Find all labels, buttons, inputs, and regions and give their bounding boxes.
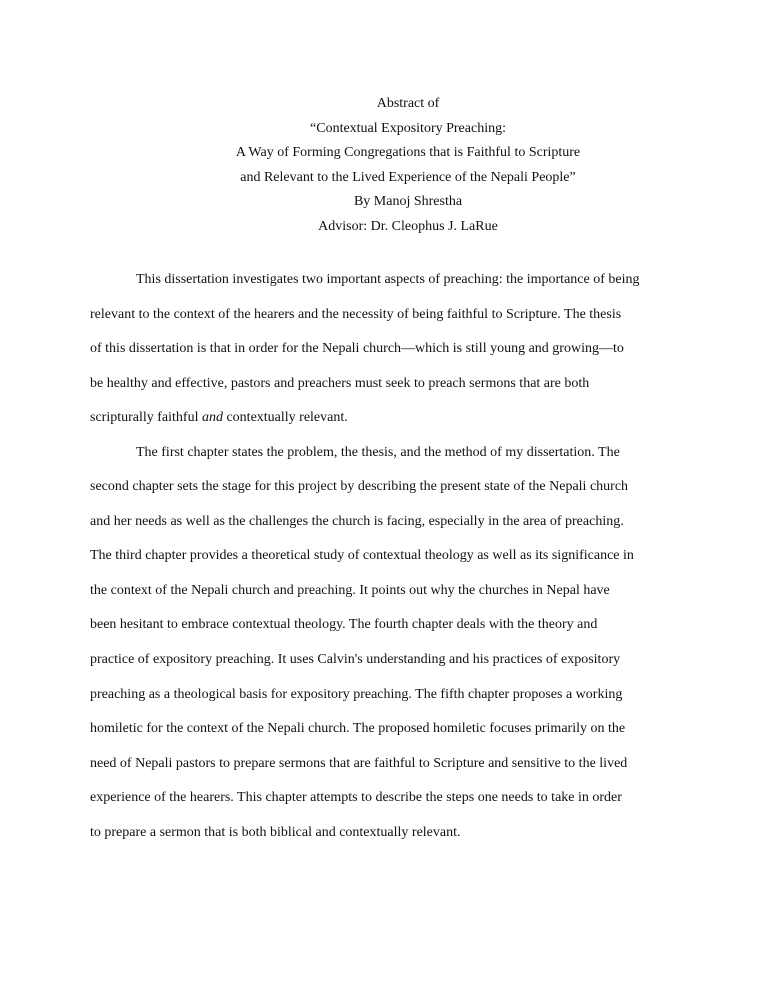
body-line: relevant to the context of the hearers and the necessity of being faithful to Scripture. The thesis — [90, 306, 622, 322]
body-line: preaching as a theological basis for expository preaching. The fifth chapter proposes a working — [90, 686, 623, 702]
body-text: contextually relevant. — [222, 410, 348, 426]
paragraph-2 — [90, 436, 670, 851]
body-line: second chapter sets the stage for this project by describing the present state of the Nepali church — [90, 479, 629, 495]
paragraph-1 — [90, 263, 670, 436]
body-text: scripturally faithful — [90, 410, 202, 426]
author-line: By Manoj Shrestha — [353, 194, 463, 210]
body-line: experience of the hearers. This chapter attempts to describe the steps one needs to take in order — [90, 790, 622, 806]
abstract-title-block — [70, 92, 746, 240]
dissertation-title-line-2: A Way of Forming Congregations that is Faithful to Scripture — [235, 145, 581, 161]
body-line: practice of expository preaching. It uses Calvin's understanding and his practices of expository — [90, 652, 621, 668]
body-line: of this dissertation is that in order for the Nepali church—which is still young and growing—to — [90, 341, 624, 357]
body-line: and her needs as well as the challenges the church is facing, especially in the area of preaching. — [90, 513, 624, 529]
body-line: The first chapter states the problem, the thesis, and the method of my dissertation. The — [136, 444, 620, 460]
body-line: been hesitant to embrace contextual theology. The fourth chapter deals with the theory and — [90, 617, 598, 633]
dissertation-title-line-1: “Contextual Expository Preaching: — [310, 120, 506, 136]
advisor-line: Advisor: Dr. Cleophus J. LaRue — [318, 218, 498, 234]
abstract-heading: Abstract of — [376, 96, 440, 111]
body-line: to prepare a sermon that is both biblical and contextually relevant. — [90, 824, 461, 840]
body-line: This dissertation investigates two important aspects of preaching: the importance of being — [136, 272, 640, 287]
body-line: the context of the Nepali church and preaching. It points out why the churches in Nepal have — [90, 582, 610, 598]
dissertation-title-line-3: and Relevant to the Lived Experience of the Nepali People” — [240, 169, 576, 185]
body-line: The third chapter provides a theoretical study of contextual theology as well as its significance in — [90, 548, 634, 564]
body-line: be healthy and effective, pastors and preachers must seek to preach sermons that are both — [90, 375, 590, 391]
body-line: homiletic for the context of the Nepali church. The proposed homiletic focuses primarily on the — [90, 721, 626, 737]
abstract-body — [90, 263, 670, 850]
body-line — [90, 401, 670, 436]
body-line: need of Nepali pastors to prepare sermons that are faithful to Scripture and sensitive to the lived — [90, 755, 628, 771]
emphasis-text: and — [201, 410, 223, 426]
